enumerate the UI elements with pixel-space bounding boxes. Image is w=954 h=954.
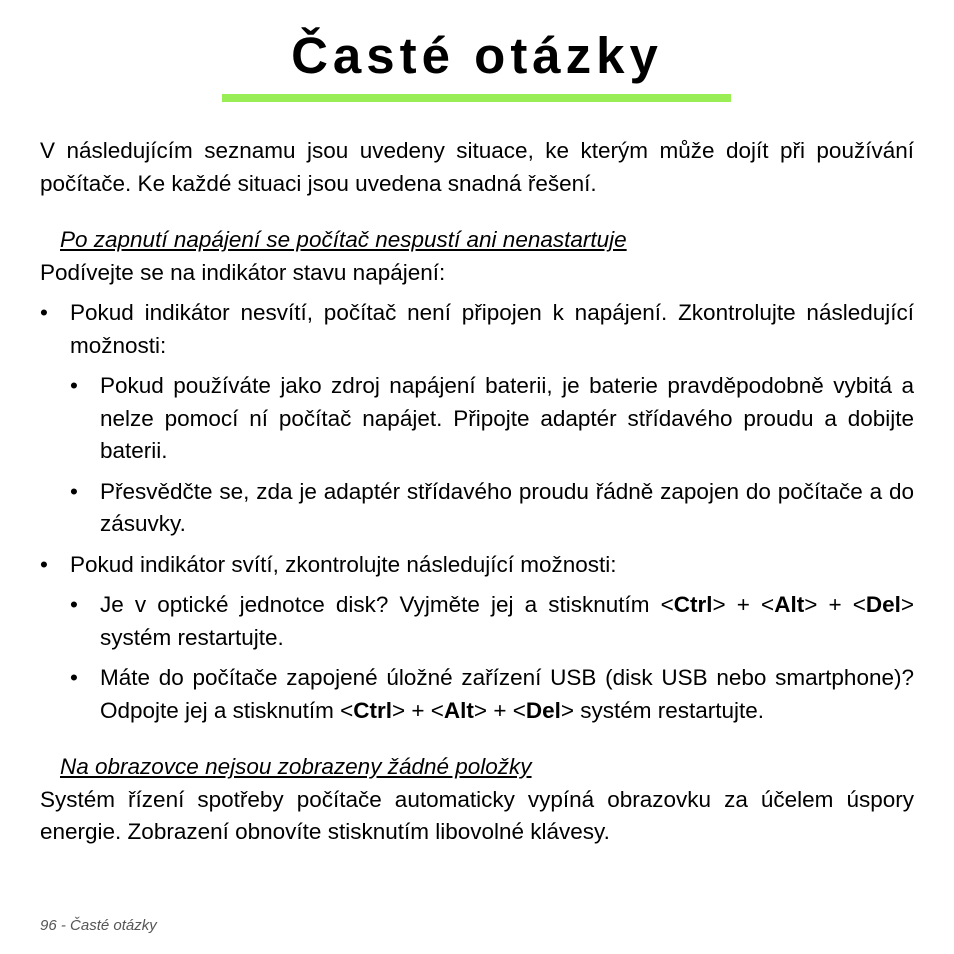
bullet-icon: • bbox=[70, 665, 78, 690]
list-item-text bbox=[100, 665, 914, 723]
intro-paragraph: V následujícím seznamu jsou uvedeny situace, ke kterým může dojít při používání počítače. Ke každé situaci jsou uvedena snadná řešení. bbox=[40, 138, 914, 196]
sub-item-optical-disk bbox=[40, 589, 914, 654]
list-item-text: Pokud indikátor svítí, zkontrolujte následující možnosti: bbox=[70, 551, 617, 577]
key-ctrl: Ctrl bbox=[353, 697, 392, 723]
list-item-indicator-on bbox=[40, 549, 914, 582]
list-item-text: Pokud používáte jako zdroj napájení baterii, je baterie pravděpodobně vybitá a nelze pomocí ní počítač napájet. Připojte adaptér střídavého proudu a dobijte baterii. bbox=[100, 373, 914, 463]
section-heading-display: Na obrazovce nejsou zobrazeny žádné položky bbox=[60, 754, 532, 779]
key-del: Del bbox=[525, 697, 561, 723]
bullet-icon: • bbox=[70, 478, 78, 504]
text-segment: Máte do počítače zapojené úložné zařízení USB (disk USB nebo smartphone)? Odpojte jej a stisknutím < bbox=[100, 665, 914, 723]
list-item-indicator-off bbox=[40, 297, 914, 362]
text-segment: > + < bbox=[804, 592, 866, 617]
title-underline-bar bbox=[222, 94, 731, 102]
section-lead-power: Podívejte se na indikátor stavu napájení: bbox=[40, 259, 446, 285]
section-heading-power: Po zapnutí napájení se počítač nespustí ani nenastartuje bbox=[60, 227, 627, 252]
text-segment: > + < bbox=[712, 592, 775, 617]
key-del: Del bbox=[865, 592, 901, 617]
sub-item-battery bbox=[40, 370, 914, 468]
list-item-text bbox=[100, 592, 914, 650]
text-segment: > systém restartujte. bbox=[560, 697, 765, 723]
key-alt: Alt bbox=[443, 697, 474, 723]
text-segment: > + < bbox=[392, 697, 444, 723]
text-segment: Je v optické jednotce disk? Vyjměte jej a stisknutím < bbox=[100, 592, 674, 617]
text-segment: > systém restartujte. bbox=[100, 592, 915, 650]
key-alt: Alt bbox=[774, 592, 805, 617]
page-footer: 96 - Časté otázky bbox=[40, 917, 157, 934]
document-body bbox=[40, 135, 914, 849]
section-text-display: Systém řízení spotřeby počítače automaticky vypíná obrazovku za účelem úspory energie. Zobrazení obnovíte stisknutím libovolné klávesy. bbox=[40, 786, 914, 844]
text-segment: > + < bbox=[473, 697, 526, 723]
key-ctrl: Ctrl bbox=[673, 592, 713, 617]
bullet-icon: • bbox=[70, 592, 78, 617]
list-item-text: Pokud indikátor nesvítí, počítač není připojen k napájení. Zkontrolujte následující možnosti: bbox=[70, 300, 914, 358]
section-spacer bbox=[40, 735, 914, 751]
bullet-icon: • bbox=[70, 373, 78, 398]
bullet-icon: • bbox=[40, 551, 48, 577]
bullet-icon: • bbox=[40, 300, 48, 325]
page-title: Časté otázky bbox=[291, 27, 663, 84]
list-item-text: Přesvědčte se, zda je adaptér střídavého proudu řádně zapojen do počítače a do zásuvky. bbox=[100, 478, 914, 536]
sub-item-usb bbox=[40, 662, 914, 727]
sub-item-adapter bbox=[40, 476, 914, 541]
